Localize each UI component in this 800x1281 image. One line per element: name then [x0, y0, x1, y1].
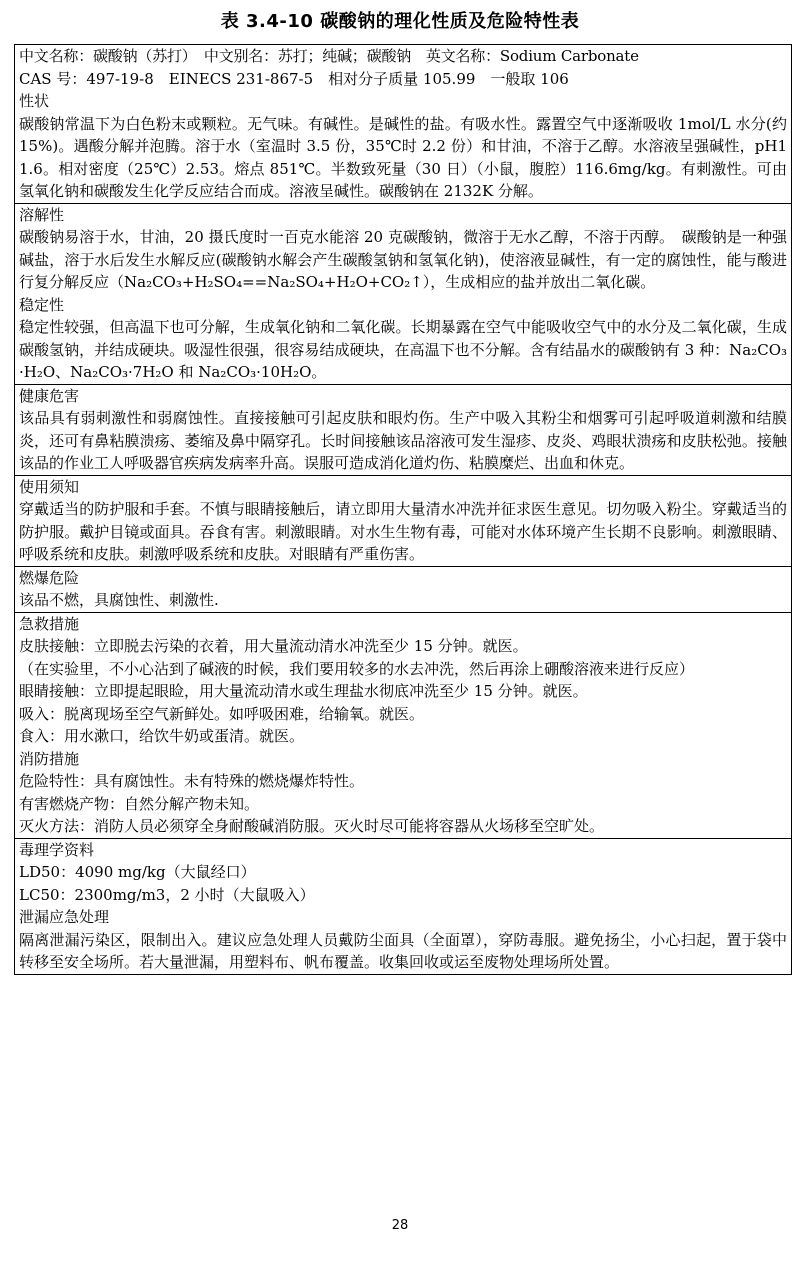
usage-cell — [15, 475, 792, 566]
section-heading-firstaid: 急救措施 — [19, 614, 80, 633]
section-heading-solubility: 溶解性 — [19, 205, 65, 224]
firstaid-inhalation: 吸入：脱离现场至空气新鲜处。如呼吸困难，给输氧。就医。 — [19, 704, 425, 723]
section-text-solubility: 碳酸钠易溶于水，甘油，20 摄氏度时一百克水能溶 20 克碳酸钠，微溶于无水乙醇，不溶于丙醇。 碳酸钠是一种强碱盐，溶于水后发生水解反应(碳酸钠水解会产生碳酸氢钠和氢氧化钠)，使溶液显碱性，有一定的腐蚀性，能与酸进行复分解反应（Na₂CO₃+H₂SO₄==Na₂SO₄+H₂O+CO₂↑），生成相应的盐并放出二氧化碳。 — [19, 228, 787, 291]
section-heading-health: 健康危害 — [19, 386, 80, 405]
section-heading-firefighting: 消防措施 — [19, 749, 80, 768]
health-cell — [15, 384, 792, 475]
identity-cell — [15, 45, 792, 204]
table-row — [15, 566, 792, 612]
firstaid-cell — [15, 612, 792, 838]
section-heading-stability: 稳定性 — [19, 295, 65, 314]
identity-numbers: CAS 号：497-19-8 EINECS 231-867-5 相对分子质量 105.99 一般取 106 — [19, 69, 569, 88]
identity-names: 中文名称：碳酸钠（苏打） 中文别名：苏打；纯碱；碳酸钠 英文名称：Sodium Carbonate — [19, 47, 639, 65]
page-number: 28 — [391, 1218, 409, 1233]
section-text-combustion: 该品不燃，具腐蚀性、刺激性. — [19, 591, 219, 609]
firstaid-skin: 皮肤接触：立即脱去污染的衣着，用大量流动清水冲洗至少 15 分钟。就医。 — [19, 637, 528, 655]
fire-products: 有害燃烧产物：自然分解产物未知。 — [19, 794, 260, 813]
fire-method: 灭火方法：消防人员必须穿全身耐酸碱消防服。灭火时尽可能将容器从火场移至空旷处。 — [19, 817, 605, 835]
section-text-stability: 稳定性较强，但高温下也可分解，生成氧化钠和二氧化碳。长期暴露在空气中能吸收空气中的水分及二氧化碳，生成碳酸氢钠，并结成硬块。吸湿性很强，很容易结成硬块，在高温下也不分解。含有结晶水的碳酸钠有 3 种：Na₂CO₃·H₂O、Na₂CO₃·7H₂O 和 Na₂CO₃·10H₂O。 — [19, 318, 787, 381]
firstaid-ingestion: 食入：用水漱口，给饮牛奶或蛋清。就医。 — [19, 727, 305, 745]
property-table — [14, 44, 792, 975]
section-heading-toxicology: 毒理学资料 — [19, 840, 95, 859]
tox-ld50: LD50：4090 mg/kg（大鼠经口） — [19, 863, 256, 881]
section-heading-spill: 泄漏应急处理 — [19, 908, 110, 926]
tox-lc50: LC50：2300mg/m3，2 小时（大鼠吸入） — [19, 885, 315, 904]
table-row — [15, 384, 792, 475]
section-heading-combustion: 燃爆危险 — [19, 568, 80, 587]
firstaid-lab-note: （在实验里，不小心沾到了碱液的时候，我们要用较多的水去冲洗，然后再涂上硼酸溶液来进行反应） — [19, 659, 695, 678]
section-text-properties: 碳酸钠常温下为白色粉末或颗粒。无气味。有碱性。是碱性的盐。有吸水性。露置空气中逐渐吸收 1mol/L 水分(约 15%)。遇酸分解并泡腾。溶于水（室温时 3.5 份，35℃时 2.2 份）和甘油，不溶于乙醇。水溶液呈强碱性，pH11.6。相对密度（25℃）2.53。熔点 851℃。半数致死量（30 日）（小鼠，腹腔）116.6mg/kg。有刺激性。可由氢氧化钠和碳酸发生化学反应结合而成。溶液呈碱性。碳酸钠在 2132K 分解。 — [19, 114, 787, 200]
table-row — [15, 203, 792, 384]
table-row — [15, 612, 792, 838]
spill-text: 隔离泄漏污染区，限制出入。建议应急处理人员戴防尘面具（全面罩），穿防毒服。避免扬尘，小心扫起，置于袋中转移至安全场所。若大量泄漏，用塑料布、帆布覆盖。收集回收或运至废物处理场所处置。 — [19, 930, 787, 971]
table-row — [15, 838, 792, 974]
table-title: 表 3.4-10 碳酸钠的理化性质及危险特性表 — [220, 11, 580, 32]
fire-hazard: 危险特性：具有腐蚀性。未有特殊的燃烧爆炸特性。 — [19, 772, 365, 790]
section-text-health: 该品具有弱刺激性和弱腐蚀性。直接接触可引起皮肤和眼灼伤。生产中吸入其粉尘和烟雾可引起呼吸道刺激和结膜炎，还可有鼻粘膜溃疡、萎缩及鼻中隔穿孔。长时间接触该品溶液可发生湿疹、皮炎、鸡眼状溃疡和皮肤松弛。接触该品的作业工人呼吸器官疾病发病率升高。误服可造成消化道灼伤、粘膜糜烂、出血和休克。 — [19, 409, 787, 472]
toxicology-cell — [15, 838, 792, 974]
section-heading-properties: 性状 — [19, 92, 50, 110]
section-heading-usage: 使用须知 — [19, 477, 80, 496]
section-text-usage: 穿戴适当的防护服和手套。不慎与眼睛接触后，请立即用大量清水冲洗并征求医生意见。切勿吸入粉尘。穿戴适当的防护服。戴护目镜或面具。吞食有害。刺激眼睛。对水生生物有毒，可能对水体环境产生长期不良影响。刺激眼睛、呼吸系统和皮肤。刺激呼吸系统和皮肤。对眼睛有严重伤害。 — [19, 500, 787, 563]
solubility-cell — [15, 203, 792, 384]
table-row — [15, 475, 792, 566]
table-row — [15, 45, 792, 204]
combustion-cell — [15, 566, 792, 612]
firstaid-eyes: 眼睛接触：立即提起眼睑，用大量流动清水或生理盐水彻底冲洗至少 15 分钟。就医。 — [19, 682, 588, 700]
